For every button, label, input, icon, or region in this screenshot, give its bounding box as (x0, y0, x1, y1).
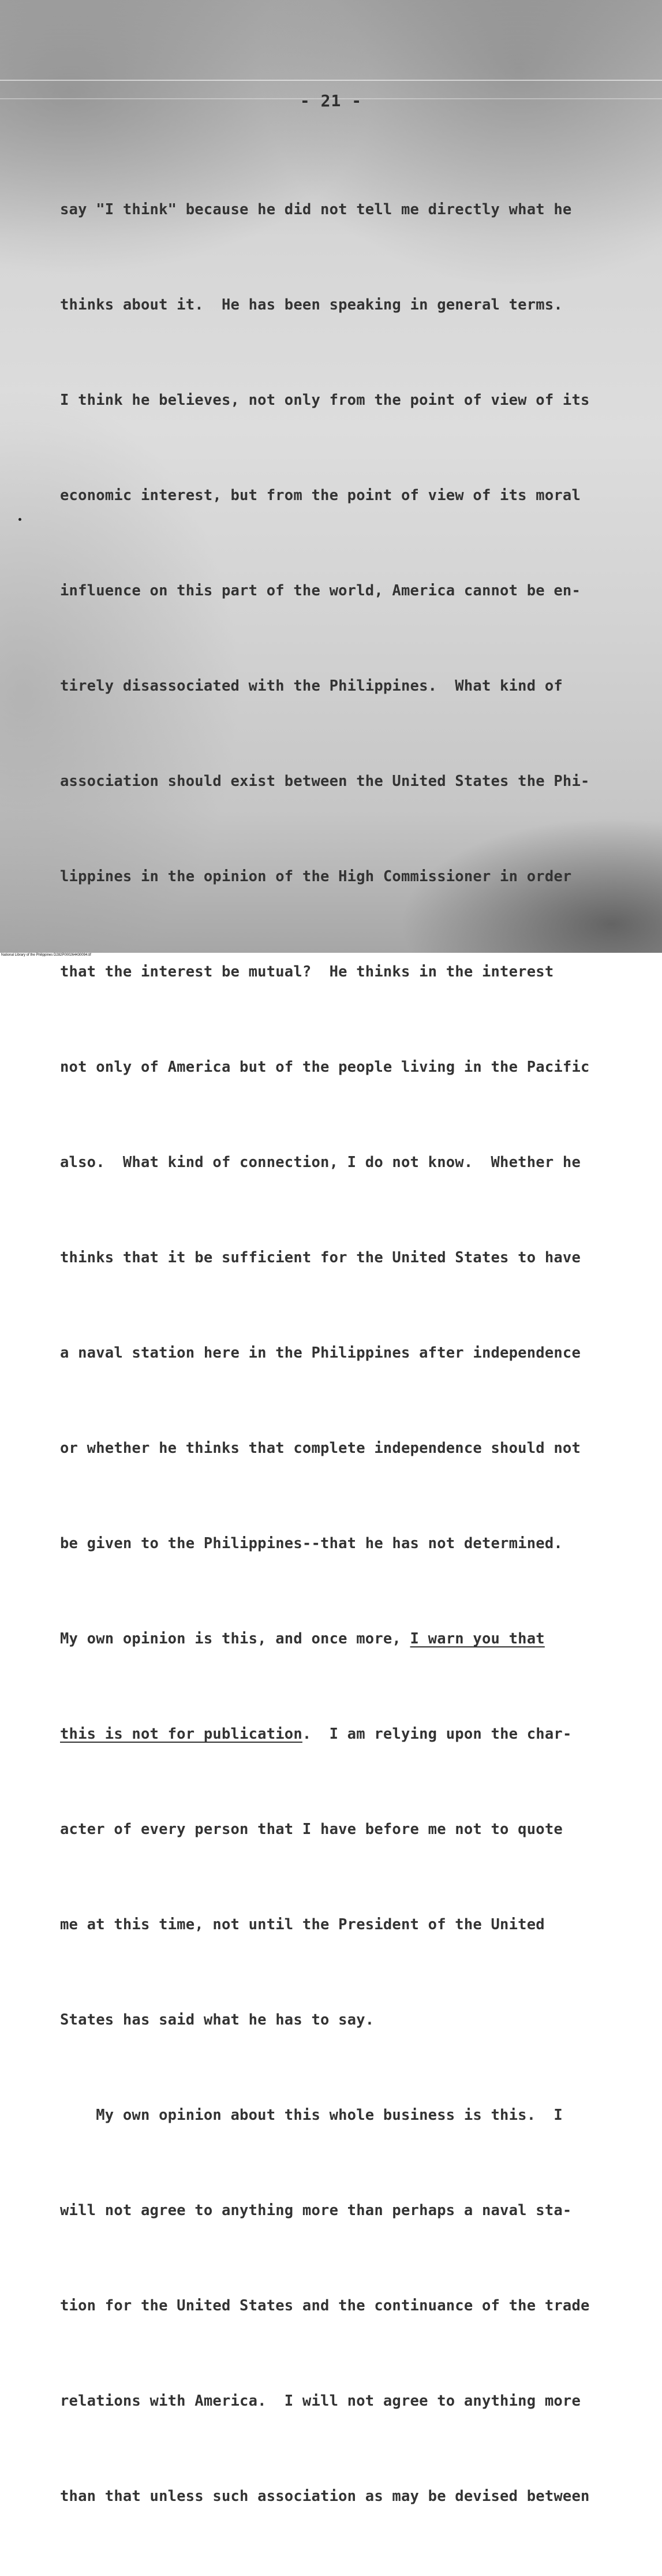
text-run: be given to the Philippines--that he has not determined. (60, 1535, 563, 1552)
text-line (60, 2481, 649, 2512)
text-line (60, 1433, 649, 1464)
text-line (60, 194, 649, 226)
text-line (60, 1147, 649, 1179)
text-line (60, 2004, 649, 2036)
text-line (60, 1623, 649, 1655)
text-run: not only of America but of the people living in the Pacific (60, 1058, 590, 1076)
text-line (60, 861, 649, 893)
text-line (60, 1718, 649, 1750)
typed-body-text (60, 131, 649, 2576)
text-line (60, 2290, 649, 2322)
underlined-text: this is not for publication (60, 1725, 302, 1743)
footer-caption: National Library of the Philippines D282P000264430094.tif (1, 953, 91, 957)
text-line (60, 289, 649, 321)
text-run: influence on this part of the world, America cannot be en- (60, 582, 581, 599)
text-line (60, 1909, 649, 1941)
text-line (60, 2195, 649, 2227)
text-run: My own opinion is this, and once more, (60, 1630, 410, 1647)
text-run: economic interest, but from the point of view of its moral (60, 487, 581, 504)
text-run: States has said what he has to say. (60, 2011, 375, 2029)
text-run: acter of every person that I have before me not to quote (60, 1821, 563, 1838)
text-line (60, 1052, 649, 1083)
underlined-text: I warn you that (410, 1630, 545, 1647)
text-run: lippines in the opinion of the High Commissioner in order (60, 868, 572, 885)
archive-footer (0, 953, 662, 957)
text-run: than that unless such association as may be devised between (60, 2488, 590, 2505)
text-line (60, 766, 649, 797)
text-line (60, 385, 649, 416)
text-run: me at this time, not until the President of the United (60, 1916, 545, 1933)
text-line (60, 1242, 649, 1274)
text-run: thinks about it. He has been speaking in general terms. (60, 296, 563, 314)
text-run: association should exist between the United States the Phi- (60, 773, 590, 790)
text-line (60, 1528, 649, 1560)
text-line (60, 956, 649, 988)
text-run: thinks that it be sufficient for the United States to have (60, 1249, 581, 1266)
text-run: that the interest be mutual? He thinks in the interest (60, 963, 554, 981)
text-run: tirely disassociated with the Philippines. What kind of (60, 677, 563, 695)
text-run: say "I think" because he did not tell me directly what he (60, 201, 572, 218)
text-run: I think he believes, not only from the point of view of its (60, 392, 590, 409)
page-number: - 21 - (300, 91, 362, 110)
text-line (60, 575, 649, 607)
fold-line (0, 80, 662, 81)
text-run: tion for the United States and the continuance of the trade (60, 2297, 590, 2314)
text-run: also. What kind of connection, I do not know. Whether he (60, 1154, 581, 1171)
text-line (60, 1814, 649, 1846)
text-run: or whether he thinks that complete independence should not (60, 1440, 581, 1457)
text-line (60, 2385, 649, 2417)
text-run: a naval station here in the Philippines after independence (60, 1344, 581, 1362)
text-line (60, 2100, 649, 2131)
text-line (60, 670, 649, 702)
text-run: will not agree to anything more than perhaps a naval sta- (60, 2202, 572, 2219)
text-run: relations with America. I will not agree to anything more (60, 2392, 581, 2410)
ink-speck (18, 518, 21, 521)
text-run: . I am relying upon the char- (302, 1725, 572, 1743)
text-line (60, 480, 649, 512)
text-run: My own opinion about this whole business is this. I (60, 2107, 563, 2124)
text-line (60, 1337, 649, 1369)
